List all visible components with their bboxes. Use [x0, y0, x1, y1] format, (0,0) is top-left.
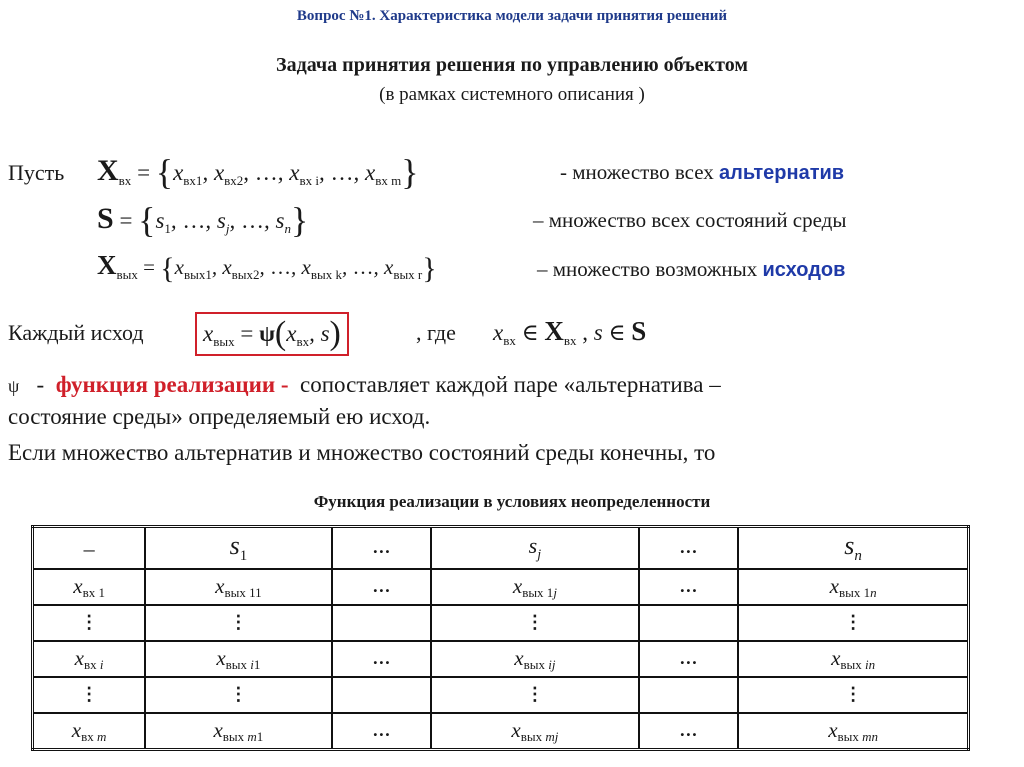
table-cell-vdots: ⋮ — [33, 677, 146, 713]
outcome-label: Каждый исход — [8, 320, 144, 345]
outcome-where: , где — [416, 320, 456, 345]
slide-header: Вопрос №1. Характеристика модели задачи принятия решений — [296, 8, 728, 24]
header-sn: $s_n$ — [738, 527, 968, 570]
table-row — [33, 569, 969, 605]
table-cell-vdots: ⋮ — [431, 605, 638, 641]
set-s-description: – множество всех состояний среды — [533, 208, 847, 232]
table-cell-dots: … — [639, 713, 739, 750]
row-label-cell: $x_{вх m}$ — [33, 713, 146, 750]
table-cell-dots: … — [332, 713, 432, 750]
slide-subtitle: Задача принятия решения по управлению объектом — [276, 54, 748, 76]
intro-word: Пусть — [8, 160, 65, 185]
table-cell-vdots: ⋮ — [145, 605, 331, 641]
set-s-formula: $S = \{s_1$, …, $s_j$, …, $s_n$} — [97, 200, 309, 240]
table-cell-vdots: ⋮ — [145, 677, 331, 713]
table-cell-vdots: ⋮ — [33, 605, 146, 641]
table-cell: $x_{вых m1}$ — [145, 713, 331, 750]
table-cell-vdots: ⋮ — [738, 605, 968, 641]
realization-formula-box: $x_{вых} = \psi(x_{вх}$, s) — [195, 312, 349, 356]
table-header-row — [33, 527, 969, 570]
header-dots: … — [639, 527, 739, 570]
table-cell: $x_{вых i1}$ — [145, 641, 331, 677]
table-cell-vdots: ⋮ — [738, 677, 968, 713]
table-cell: $x_{вых mj}$ — [431, 713, 638, 750]
table-row-vdots — [33, 677, 969, 713]
table-cell: $x_{вых in}$ — [738, 641, 968, 677]
term-alternatives: альтернатив — [719, 162, 845, 184]
table-cell: $x_{вых 11}$ — [145, 569, 331, 605]
table-cell-dots: … — [639, 569, 739, 605]
row-label-cell: $x_{вх i}$ — [33, 641, 146, 677]
header-dots: … — [332, 527, 432, 570]
slide-subtitle-note: (в рамках системного описания ) — [379, 84, 645, 105]
psi-definition-line1: ψ - функция реализации - сопоставляет каждой паре «альтернатива – — [8, 372, 721, 397]
set-x-out-description: – множество возможных исходов — [537, 257, 846, 281]
table-cell-dots: … — [332, 569, 432, 605]
table-cell: $x_{вых 1n}$ — [738, 569, 968, 605]
table-cell-empty — [639, 605, 739, 641]
table-cell-empty — [639, 677, 739, 713]
table-cell-vdots: ⋮ — [431, 677, 638, 713]
row-label-cell: $x_{вх 1}$ — [33, 569, 146, 605]
term-outcomes: исходов — [762, 259, 846, 281]
set-x-out-formula: $X_{вых} = \{x_{вых1}$, $x_{вых2}$, …, $x_{вых k}$, …, $x_{вых r}$} — [97, 250, 437, 285]
finite-sets-statement: Если множество альтернатив и множество состояний среды конечны, то — [8, 440, 716, 465]
psi-definition-line2: состояние среды» определяемый ею исход. — [8, 404, 431, 429]
term-realization-function: функция реализации - — [55, 372, 289, 397]
table-cell-empty — [332, 677, 432, 713]
header-sj: $s_j$ — [431, 527, 638, 570]
table-cell-empty — [332, 605, 432, 641]
table-cell-dots: … — [332, 641, 432, 677]
table-cell-dots: … — [639, 641, 739, 677]
table-title: Функция реализации в условиях неопределенности — [313, 492, 711, 511]
outcome-domain-formula: $x_{вх}$ ∈ $X_{вх}$ , s ∈ S — [493, 316, 647, 348]
realization-table — [31, 525, 970, 751]
set-x-in-description: - множество всех альтернатив — [560, 160, 845, 184]
table-row — [33, 641, 969, 677]
header-s1: $s_1$ — [145, 527, 331, 570]
set-x-in-formula: $X_{вх} = \{x_{вх1}$, $x_{вх2}$, …, $x_{вх i}$, …, $x_{вх m}$} — [97, 152, 419, 192]
table-cell: $x_{вых 1j}$ — [431, 569, 638, 605]
table-cell: $x_{вых mn}$ — [738, 713, 968, 750]
table-row — [33, 713, 969, 750]
table-row-vdots — [33, 605, 969, 641]
table-cell: $x_{вых ij}$ — [431, 641, 638, 677]
header-corner: – — [33, 527, 146, 570]
